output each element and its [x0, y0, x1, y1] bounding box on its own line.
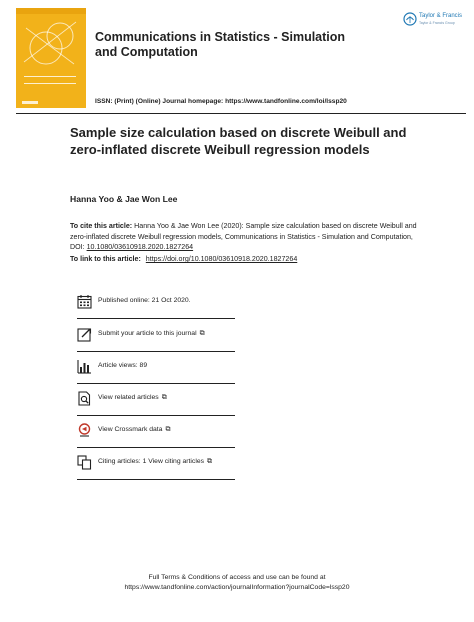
cover-graphic [16, 8, 86, 108]
journal-cover-image [16, 8, 86, 108]
article-doi-link[interactable]: https://doi.org/10.1080/03610918.2020.1827264 [145, 255, 298, 263]
crossmark-text: View Crossmark data [98, 426, 163, 433]
calendar-icon [77, 294, 92, 309]
crossmark-link[interactable] [98, 426, 170, 434]
crossmark-row[interactable] [77, 422, 235, 444]
publisher-subtitle: Taylor & Francis Group [419, 21, 455, 25]
article-link-line [70, 255, 297, 263]
journal-homepage-link[interactable]: https://www.tandfonline.com/loi/lssp20 [225, 98, 347, 105]
publisher-logo [403, 12, 473, 34]
citing-articles-row[interactable] [77, 454, 235, 476]
row-divider [77, 447, 235, 448]
related-articles-link[interactable] [98, 394, 167, 402]
row-divider [77, 479, 235, 480]
row-divider [77, 318, 235, 319]
terms-footer [60, 573, 414, 592]
bar-chart-icon [77, 359, 92, 374]
row-divider [77, 383, 235, 384]
related-articles-text: View related articles [98, 394, 159, 401]
external-link-icon: ⧉ [207, 458, 213, 465]
citation-block [70, 221, 422, 253]
citing-articles-link[interactable] [98, 458, 212, 466]
link-label: To link to this article: [70, 255, 141, 263]
article-authors: Hanna Yoo & Jae Won Lee [70, 194, 178, 204]
published-date: Published online: 21 Oct 2020. [98, 297, 191, 304]
publisher-globe-icon [403, 12, 417, 26]
row-divider [77, 351, 235, 352]
submit-article-text: Submit your article to this journal [98, 330, 197, 337]
cover-title-lines [24, 76, 76, 84]
cover-publisher-mark [22, 101, 38, 104]
crossmark-icon [77, 423, 92, 438]
submit-article-row[interactable] [77, 326, 235, 348]
header-divider [16, 113, 466, 114]
citing-articles-text: Citing articles: 1 View citing articles [98, 458, 205, 465]
row-divider [77, 415, 235, 416]
external-link-icon: ⧉ [161, 394, 167, 401]
issn-label: ISSN: (Print) (Online) Journal homepage: [95, 98, 224, 105]
citing-icon [77, 455, 92, 470]
cite-text: Hanna Yoo & Jae Won Lee (2020): Sample size calculation based on discrete Weibull and zero-inflated discrete Weibull regression models, Communications in Statistics - Simulation and Computation, DOI: [70, 222, 417, 252]
issn-line [95, 98, 465, 105]
external-link-icon: ⧉ [165, 426, 171, 433]
cite-label: To cite this article: [70, 222, 133, 230]
terms-text: Full Terms & Conditions of access and use can be found at [148, 574, 326, 581]
article-views-row [77, 358, 235, 380]
publisher-name: Taylor & Francis [419, 13, 463, 19]
journal-title[interactable]: Communications in Statistics - Simulation and Computation [95, 30, 346, 59]
article-views: Article views: 89 [98, 362, 148, 369]
submit-icon [77, 327, 92, 342]
published-row [77, 293, 235, 315]
related-articles-row[interactable] [77, 390, 235, 412]
magnifier-icon [77, 391, 92, 406]
submit-article-link[interactable] [98, 330, 205, 338]
terms-link[interactable]: https://www.tandfonline.com/action/journalInformation?journalCode=lssp20 [124, 583, 350, 591]
cite-doi-link[interactable]: 10.1080/03610918.2020.1827264 [86, 243, 194, 252]
external-link-icon: ⧉ [199, 330, 205, 337]
article-title: Sample size calculation based on discrete Weibull and zero-inflated discrete Weibull regression models [70, 125, 407, 157]
